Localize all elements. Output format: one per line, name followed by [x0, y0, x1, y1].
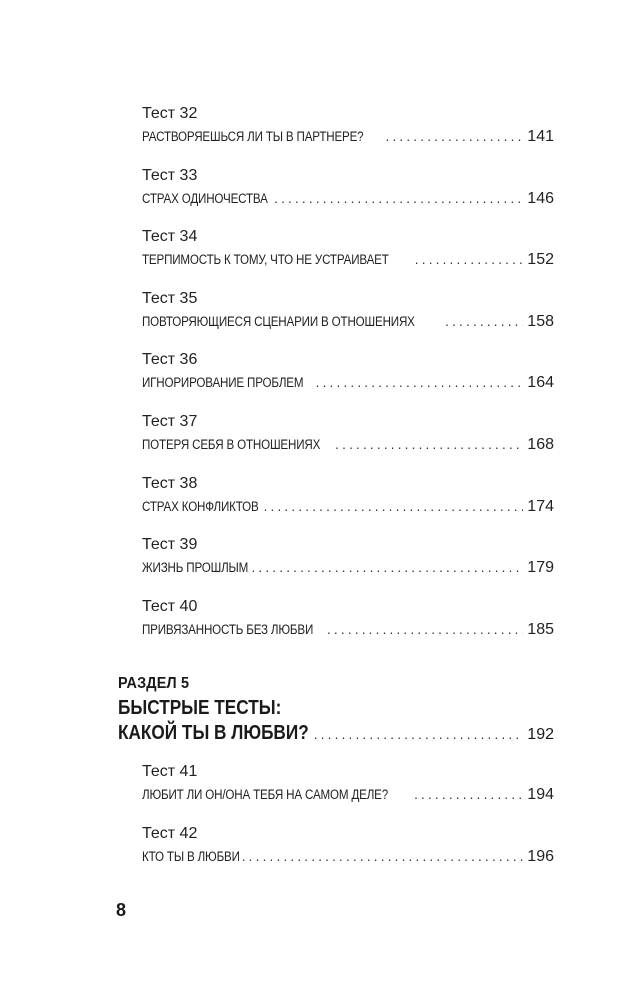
entry-title: ТЕРПИМОСТЬ К ТОМУ, ЧТО НЕ УСТРАИВАЕТ [142, 252, 389, 268]
page-number: 8 [116, 900, 127, 920]
section-label: РАЗДЕЛ 5 [118, 675, 190, 692]
test-label: Тест 38 [142, 474, 198, 492]
entry-title: ПРИВЯЗАННОСТЬ БЕЗ ЛЮБВИ [142, 621, 314, 637]
toc-row [142, 559, 554, 577]
entry-title: ИГНОРИРОВАНИЕ ПРОБЛЕМ [142, 375, 304, 391]
test-label: Тест 34 [142, 228, 198, 246]
toc-entry[interactable] [142, 350, 554, 412]
toc-entry[interactable] [142, 227, 554, 289]
toc-row [142, 498, 554, 516]
toc-row [142, 128, 554, 146]
section-heading[interactable] [118, 674, 554, 745]
toc-entry[interactable] [142, 289, 554, 351]
test-label: Тест 41 [142, 763, 198, 780]
toc-entry[interactable] [142, 824, 554, 886]
dot-leader [415, 252, 524, 267]
toc-entry[interactable] [142, 412, 554, 474]
dot-leader [335, 437, 523, 452]
entry-page: 174 [527, 497, 554, 515]
entry-title: ПОВТОРЯЮЩИЕСЯ СЦЕНАРИИ В ОТНОШЕНИЯХ [142, 313, 415, 329]
test-label: Тест 42 [142, 824, 198, 842]
toc-row [142, 436, 554, 454]
toc-row [142, 374, 554, 392]
test-label: Тест 40 [142, 597, 198, 615]
test-label: Тест 33 [142, 166, 198, 184]
entry-page: 146 [527, 189, 554, 207]
toc-entry[interactable] [142, 762, 554, 824]
dot-leader [327, 622, 523, 637]
dot-leader [251, 560, 523, 575]
test-label: Тест 32 [142, 105, 198, 122]
section-row [118, 722, 554, 745]
dot-leader [242, 849, 524, 864]
entry-title: ЖИЗНЬ ПРОШЛЫМ [142, 560, 249, 576]
toc-list-upper [142, 104, 554, 658]
toc-entry[interactable] [142, 474, 554, 536]
entry-page: 194 [527, 786, 554, 803]
toc-row [142, 190, 554, 208]
toc-entry[interactable] [142, 535, 554, 597]
toc-row [142, 848, 554, 866]
toc-entry[interactable] [142, 166, 554, 228]
toc-row [142, 251, 554, 269]
entry-title: ПОТЕРЯ СЕБЯ В ОТНОШЕНИЯХ [142, 436, 321, 452]
entry-page: 158 [527, 312, 554, 330]
test-label: Тест 35 [142, 289, 198, 307]
entry-page: 185 [527, 620, 554, 638]
dot-leader [386, 129, 524, 144]
toc-entry[interactable] [142, 597, 554, 659]
toc-entry[interactable] [142, 104, 554, 166]
entry-title: СТРАХ КОНФЛИКТОВ [142, 498, 259, 514]
test-label: Тест 37 [142, 412, 198, 430]
dot-leader [274, 191, 523, 206]
entry-page: 179 [527, 559, 554, 577]
toc-row [142, 621, 554, 639]
section-title-line2: КАКОЙ ТЫ В ЛЮБВИ? [118, 722, 309, 744]
toc-row [142, 313, 554, 331]
dot-leader [414, 787, 523, 802]
dot-leader [316, 375, 524, 390]
section-page: 192 [527, 726, 554, 743]
toc-list-lower [142, 762, 554, 885]
entry-page: 164 [527, 374, 554, 392]
entry-title: ЛЮБИТ ЛИ ОН/ОНА ТЕБЯ НА САМОМ ДЕЛЕ? [142, 787, 389, 802]
entry-title: РАСТВОРЯЕШЬСЯ ЛИ ТЫ В ПАРТНЕРЕ? [142, 129, 364, 144]
dot-leader [445, 314, 523, 329]
entry-page: 196 [527, 847, 554, 865]
entry-page: 152 [527, 251, 554, 269]
test-label: Тест 39 [142, 536, 198, 554]
entry-title: СТРАХ ОДИНОЧЕСТВА [142, 190, 268, 206]
dot-leader [314, 727, 524, 742]
entry-title: КТО ТЫ В ЛЮБВИ [142, 848, 240, 864]
section-title-line1: БЫСТРЫЕ ТЕСТЫ: [118, 697, 282, 719]
entry-page: 168 [527, 435, 554, 453]
test-label: Тест 36 [142, 351, 198, 369]
dot-leader [264, 499, 524, 514]
entry-page: 141 [527, 128, 554, 145]
toc-row [142, 786, 554, 804]
